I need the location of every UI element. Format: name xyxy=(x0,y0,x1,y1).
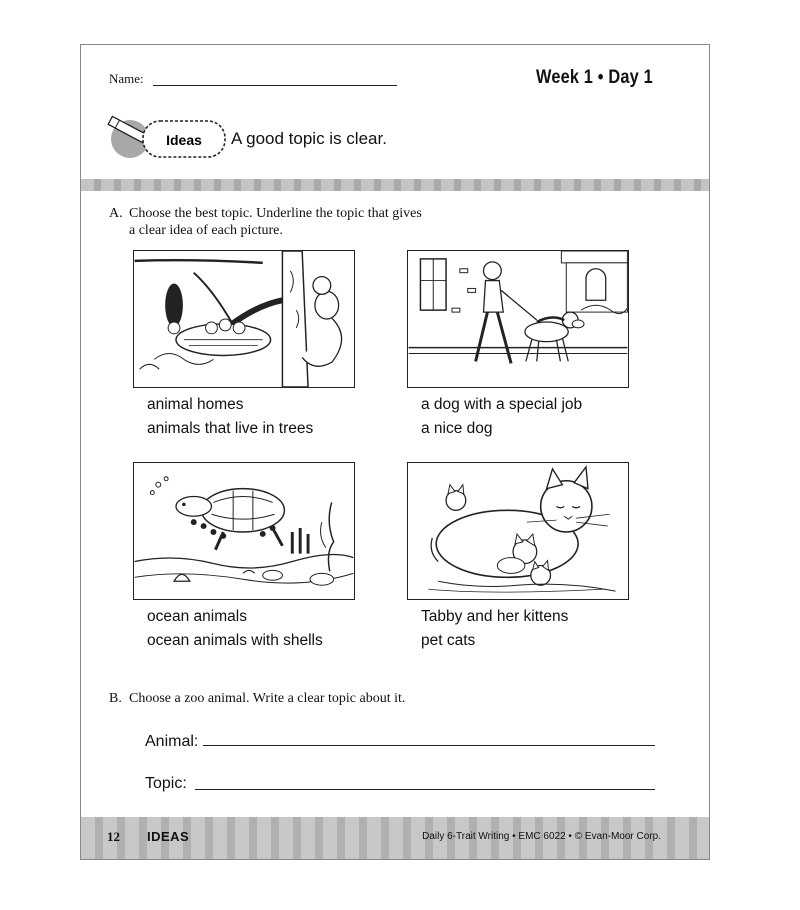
animal-label: Animal: xyxy=(145,733,199,750)
topic-option[interactable]: ocean animals xyxy=(147,608,247,625)
topic-option[interactable]: ocean animals with shells xyxy=(147,632,323,649)
topic-option[interactable]: a dog with a special job xyxy=(421,396,583,413)
name-label: Name: xyxy=(109,71,144,86)
topic-label: Topic: xyxy=(145,775,187,792)
section-b-line: Choose a zoo animal. Write a clear topic about it. xyxy=(129,691,406,706)
guide-dog-illustration xyxy=(408,251,628,387)
week-day-title: Week 1 • Day 1 xyxy=(536,67,653,88)
topic-option[interactable]: a nice dog xyxy=(421,420,493,437)
picture-guide-dog xyxy=(407,250,629,388)
section-a-line1: Choose the best topic. Underline the topic that gives xyxy=(129,206,422,221)
ideas-badge xyxy=(103,113,233,167)
pencil-icon xyxy=(103,113,233,167)
lesson-goal: A good topic is clear. xyxy=(231,129,387,148)
picture-cat-kittens xyxy=(407,462,629,600)
topic-option[interactable]: animals that live in trees xyxy=(147,420,314,437)
picture-1-options xyxy=(147,393,313,441)
ocean-illustration xyxy=(134,463,354,599)
picture-tree-animals xyxy=(133,250,355,388)
svg-text:Ideas: Ideas xyxy=(166,132,202,148)
animal-write-line[interactable] xyxy=(203,745,655,746)
picture-ocean xyxy=(133,462,355,600)
section-a-letter: A. xyxy=(109,206,123,221)
picture-4-options xyxy=(421,605,568,653)
footer-section: IDEAS xyxy=(147,829,190,844)
section-b-letter: B. xyxy=(109,691,122,706)
topic-option[interactable]: pet cats xyxy=(421,632,476,649)
footer-credit: Daily 6-Trait Writing • EMC 6022 • © Evan-Moor Corp. xyxy=(422,831,661,842)
section-a-instructions xyxy=(109,205,422,239)
picture-3-options xyxy=(147,605,323,653)
topic-write-line[interactable] xyxy=(195,789,655,790)
footer-band xyxy=(81,817,709,859)
topic-option[interactable]: animal homes xyxy=(147,396,244,413)
name-write-line[interactable] xyxy=(153,85,397,86)
topic-option[interactable]: Tabby and her kittens xyxy=(421,608,569,625)
section-b-instructions xyxy=(109,690,405,707)
worksheet-page xyxy=(80,44,710,860)
tree-animals-illustration xyxy=(134,251,354,387)
picture-2-options xyxy=(421,393,582,441)
section-a-line2: a clear idea of each picture. xyxy=(129,223,283,238)
divider-stripe xyxy=(81,179,709,191)
cat-kittens-illustration xyxy=(408,463,628,599)
page-number: 12 xyxy=(107,829,120,844)
